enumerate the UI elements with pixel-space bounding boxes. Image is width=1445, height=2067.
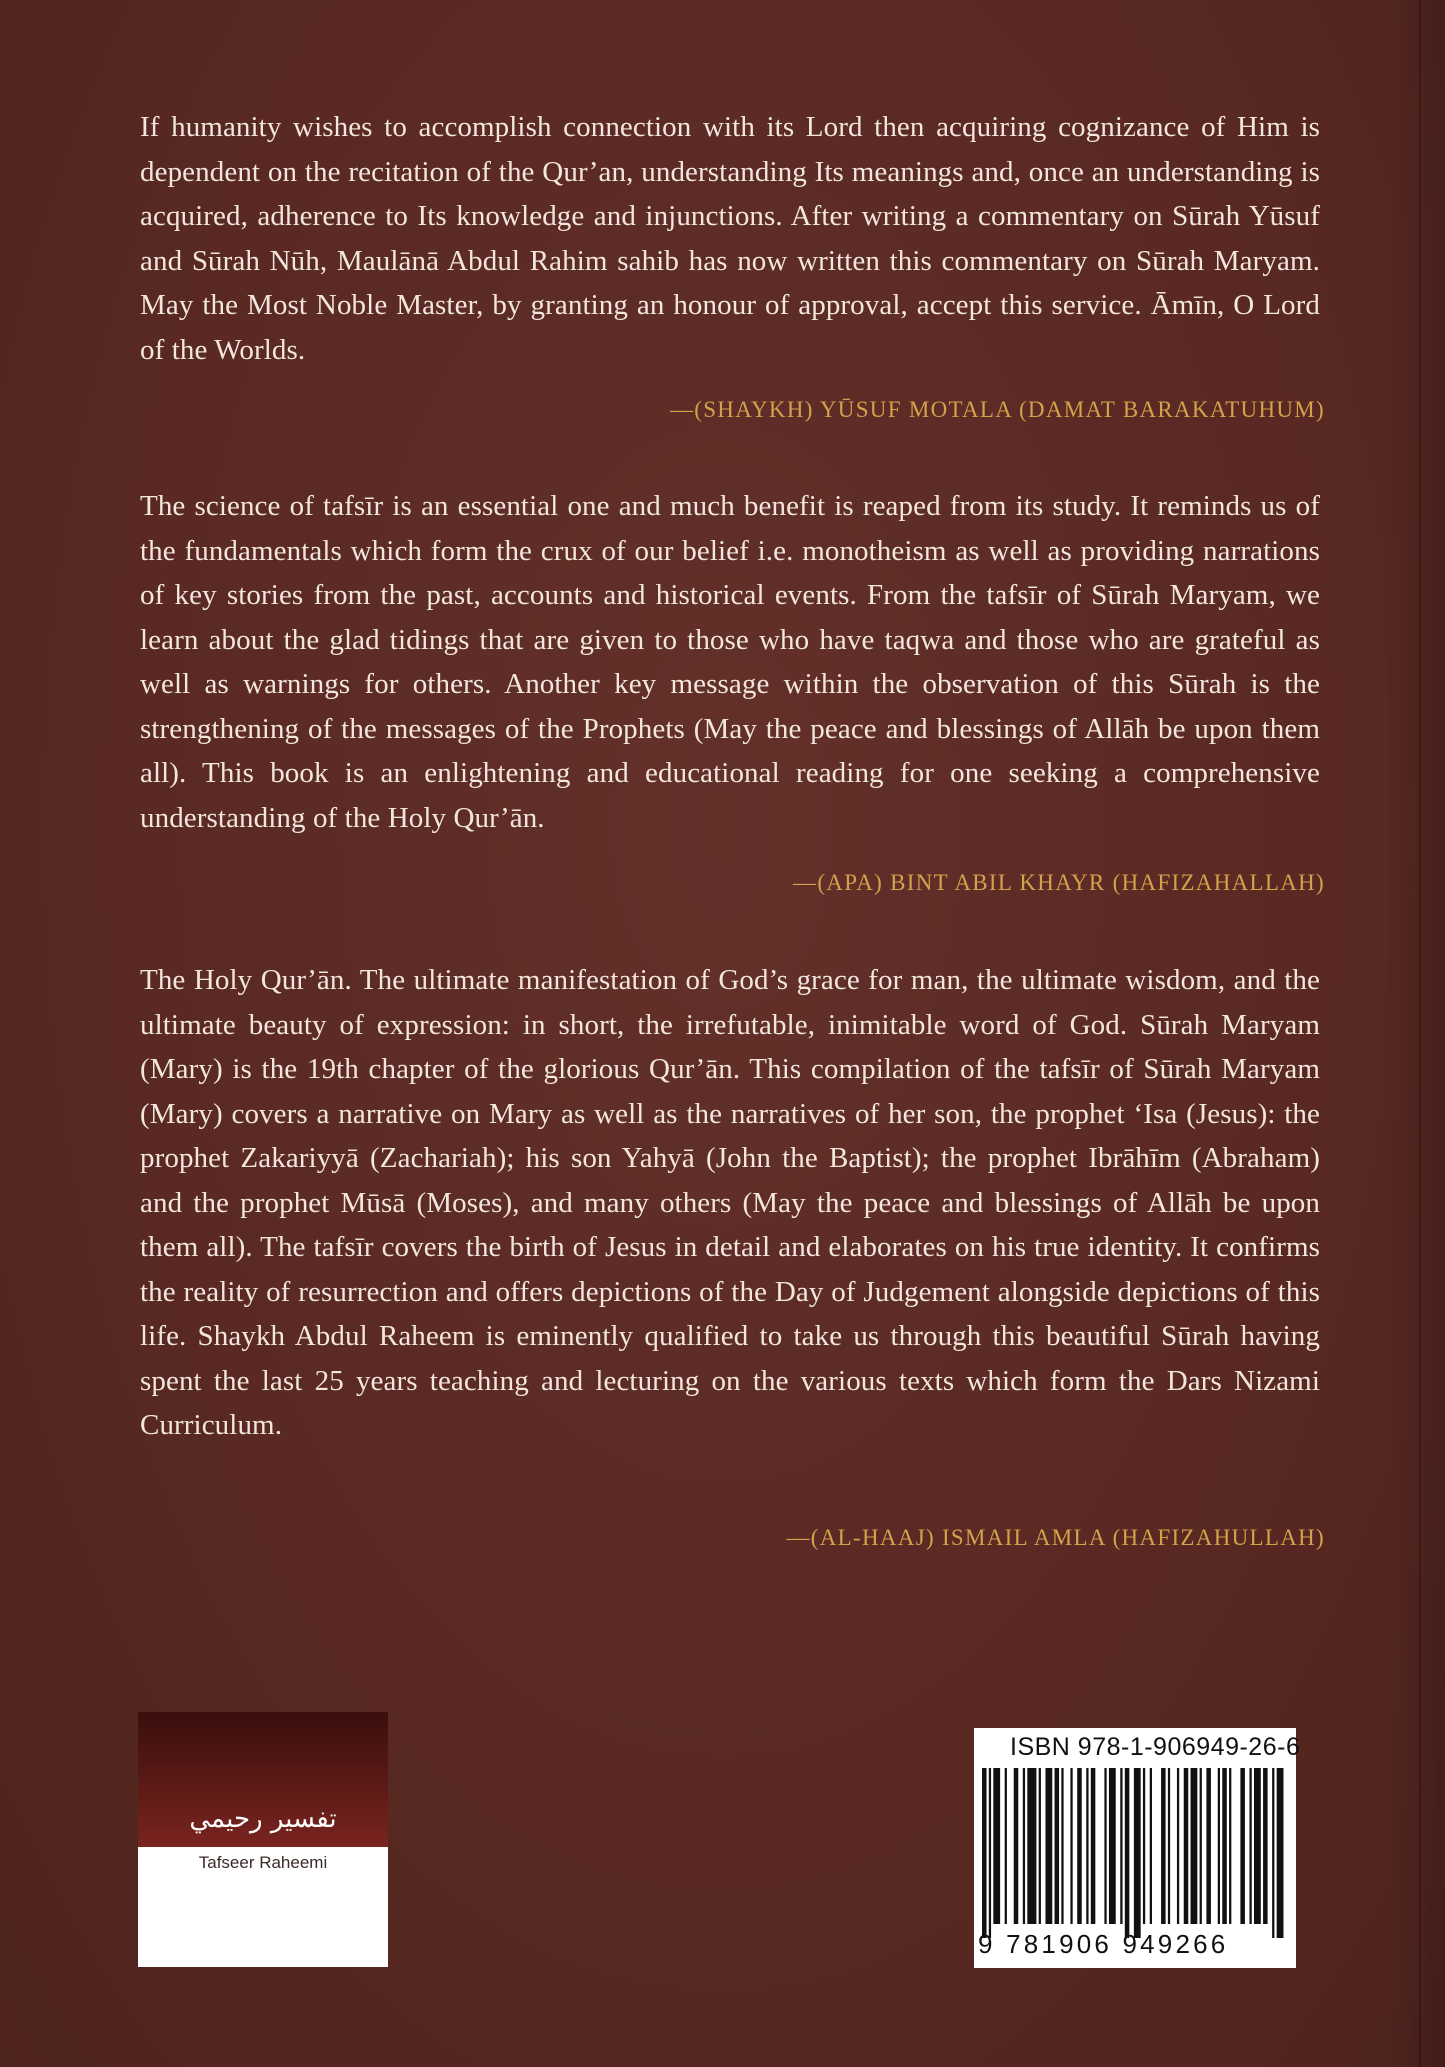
isbn-barcode bbox=[974, 1728, 1301, 1968]
barcode-bar bbox=[1125, 1768, 1130, 1938]
barcode-bar bbox=[1027, 1768, 1036, 1924]
barcode-bar bbox=[1161, 1768, 1166, 1924]
barcode-bar bbox=[1263, 1768, 1268, 1924]
barcode-bar bbox=[1143, 1768, 1145, 1924]
spine-fold-line bbox=[1419, 0, 1421, 2067]
endorsement-attribution-3: —(AL-HAAJ) ISMAIL AMLA (HAFIZAHULLAH) bbox=[786, 1525, 1325, 1550]
barcode-bar bbox=[1055, 1768, 1060, 1924]
barcode-bar bbox=[982, 1768, 987, 1938]
publisher-logo bbox=[138, 1712, 388, 1967]
barcode-bar bbox=[1191, 1768, 1198, 1924]
barcode-bar bbox=[1272, 1768, 1274, 1938]
barcode-bar bbox=[1206, 1768, 1211, 1924]
barcode-bar bbox=[1249, 1768, 1251, 1924]
barcode-bar bbox=[1218, 1768, 1220, 1924]
barcode-bar bbox=[1177, 1768, 1179, 1924]
barcode-bar bbox=[1070, 1768, 1072, 1924]
barcode-bar bbox=[1104, 1768, 1106, 1924]
barcode-bar bbox=[1254, 1768, 1261, 1924]
barcode-bar bbox=[1184, 1768, 1189, 1924]
barcode-bar bbox=[1061, 1768, 1063, 1924]
barcode-bar bbox=[1240, 1768, 1245, 1924]
endorsement-attribution-1: —(SHAYKH) YŪSUF MOTALA (DAMAT BARAKATUHUM) bbox=[669, 397, 1325, 422]
endorsement-attribution-2: —(APA) BINT ABIL KHAYR (HAFIZAHALLAH) bbox=[793, 870, 1325, 895]
logo-english-name: Tafseer Raheemi bbox=[198, 1853, 328, 1872]
barcode-bar bbox=[1277, 1768, 1284, 1938]
barcode-bar bbox=[1005, 1768, 1007, 1924]
barcode-digits: 9 781906 949266 bbox=[978, 1929, 1229, 1959]
barcode-bar bbox=[993, 1768, 1000, 1924]
barcode-bar bbox=[1039, 1768, 1041, 1924]
barcode-bar bbox=[1091, 1768, 1096, 1924]
isbn-label: ISBN 978-1-906949-26-6 bbox=[1010, 1733, 1301, 1761]
barcode-bar bbox=[1200, 1768, 1202, 1924]
logo-arabic-calligraphy: تفسير رحيمي bbox=[189, 1804, 337, 1834]
endorsement-text-1: If humanity wishes to accomplish connection with its Lord then acquiring cognizance of Him is dependent on the recitation of the Qur’an, understanding Its meanings and, once an understanding is acquired, adherence to Its knowledge and injunctions. After writing a commentary on Sūrah Yūsuf and Sūrah Nūh, Maulānā Abdul Rahim sahib has now written this commentary on Sūrah Maryam. May the Most Noble Master, by granting an honour of approval, accept this service. Āmīn, O Lord of the Worlds. bbox=[140, 111, 1320, 366]
barcode-bar bbox=[1134, 1768, 1141, 1938]
barcode-bar bbox=[1229, 1768, 1231, 1924]
spine-shadow bbox=[1385, 0, 1445, 2067]
barcode-bar bbox=[1023, 1768, 1025, 1924]
barcode-bar bbox=[1168, 1768, 1170, 1924]
barcode-bar bbox=[989, 1768, 991, 1938]
barcode-bar bbox=[1077, 1768, 1082, 1924]
barcode-bar bbox=[1086, 1768, 1088, 1924]
book-description: The Holy Qur’ān. The ultimate manifestation of God’s grace for man, the ultimate wisdom, and the ultimate beauty of expression: in short, the irrefutable, inimitable word of God. Sūrah Maryam (Mary) is the 19th chapter of the glorious Qur’ān. This compilation of the tafsīr of Sūrah Maryam (Mary) covers a narrative on Mary as well as the narratives of her son, the prophet ‘Isa (Jesus): the prophet Zakariyyā (Zachariah); his son Yahyā (John the Baptist); the prophet Ibrāhīm (Abraham) and the prophet Mūsā (Moses), and many others (May the peace and blessings of Allāh be upon them all). The tafsīr covers the birth of Jesus in detail and elaborates on his true identity. It confirms the reality of resurrection and offers depictions of the Day of Judgement alongside depictions of this life. Shaykh Abdul Raheem is eminently qualified to take us through this beautiful Sūrah having spent the last 25 years teaching and lecturing on the various texts which form the Dars Nizami Curriculum. bbox=[140, 964, 1320, 1441]
barcode-bar bbox=[1045, 1768, 1052, 1924]
barcode-bar bbox=[1222, 1768, 1227, 1924]
barcode-bar bbox=[1120, 1768, 1122, 1924]
barcode-bar bbox=[1150, 1768, 1152, 1924]
barcode-bar bbox=[1014, 1768, 1019, 1924]
endorsement-text-2: The science of tafsīr is an essential one and much benefit is reaped from its study. It reminds us of the fundamentals which form the crux of our belief i.e. monotheism as well as providing narrations of key stories from the past, accounts and historical events. From the tafsīr of Sūrah Maryam, we learn about the glad tidings that are given to those who have taqwa and those who are grateful as well as warnings for others. Another key message within the observation of this Sūrah is the strengthening of the messages of the Prophets (May the peace and blessings of Allāh be upon them all). This book is an enlightening and educational reading for one seeking a comprehensive understanding of the Holy Qur’ān. bbox=[140, 490, 1320, 834]
barcode-bar bbox=[1109, 1768, 1116, 1924]
